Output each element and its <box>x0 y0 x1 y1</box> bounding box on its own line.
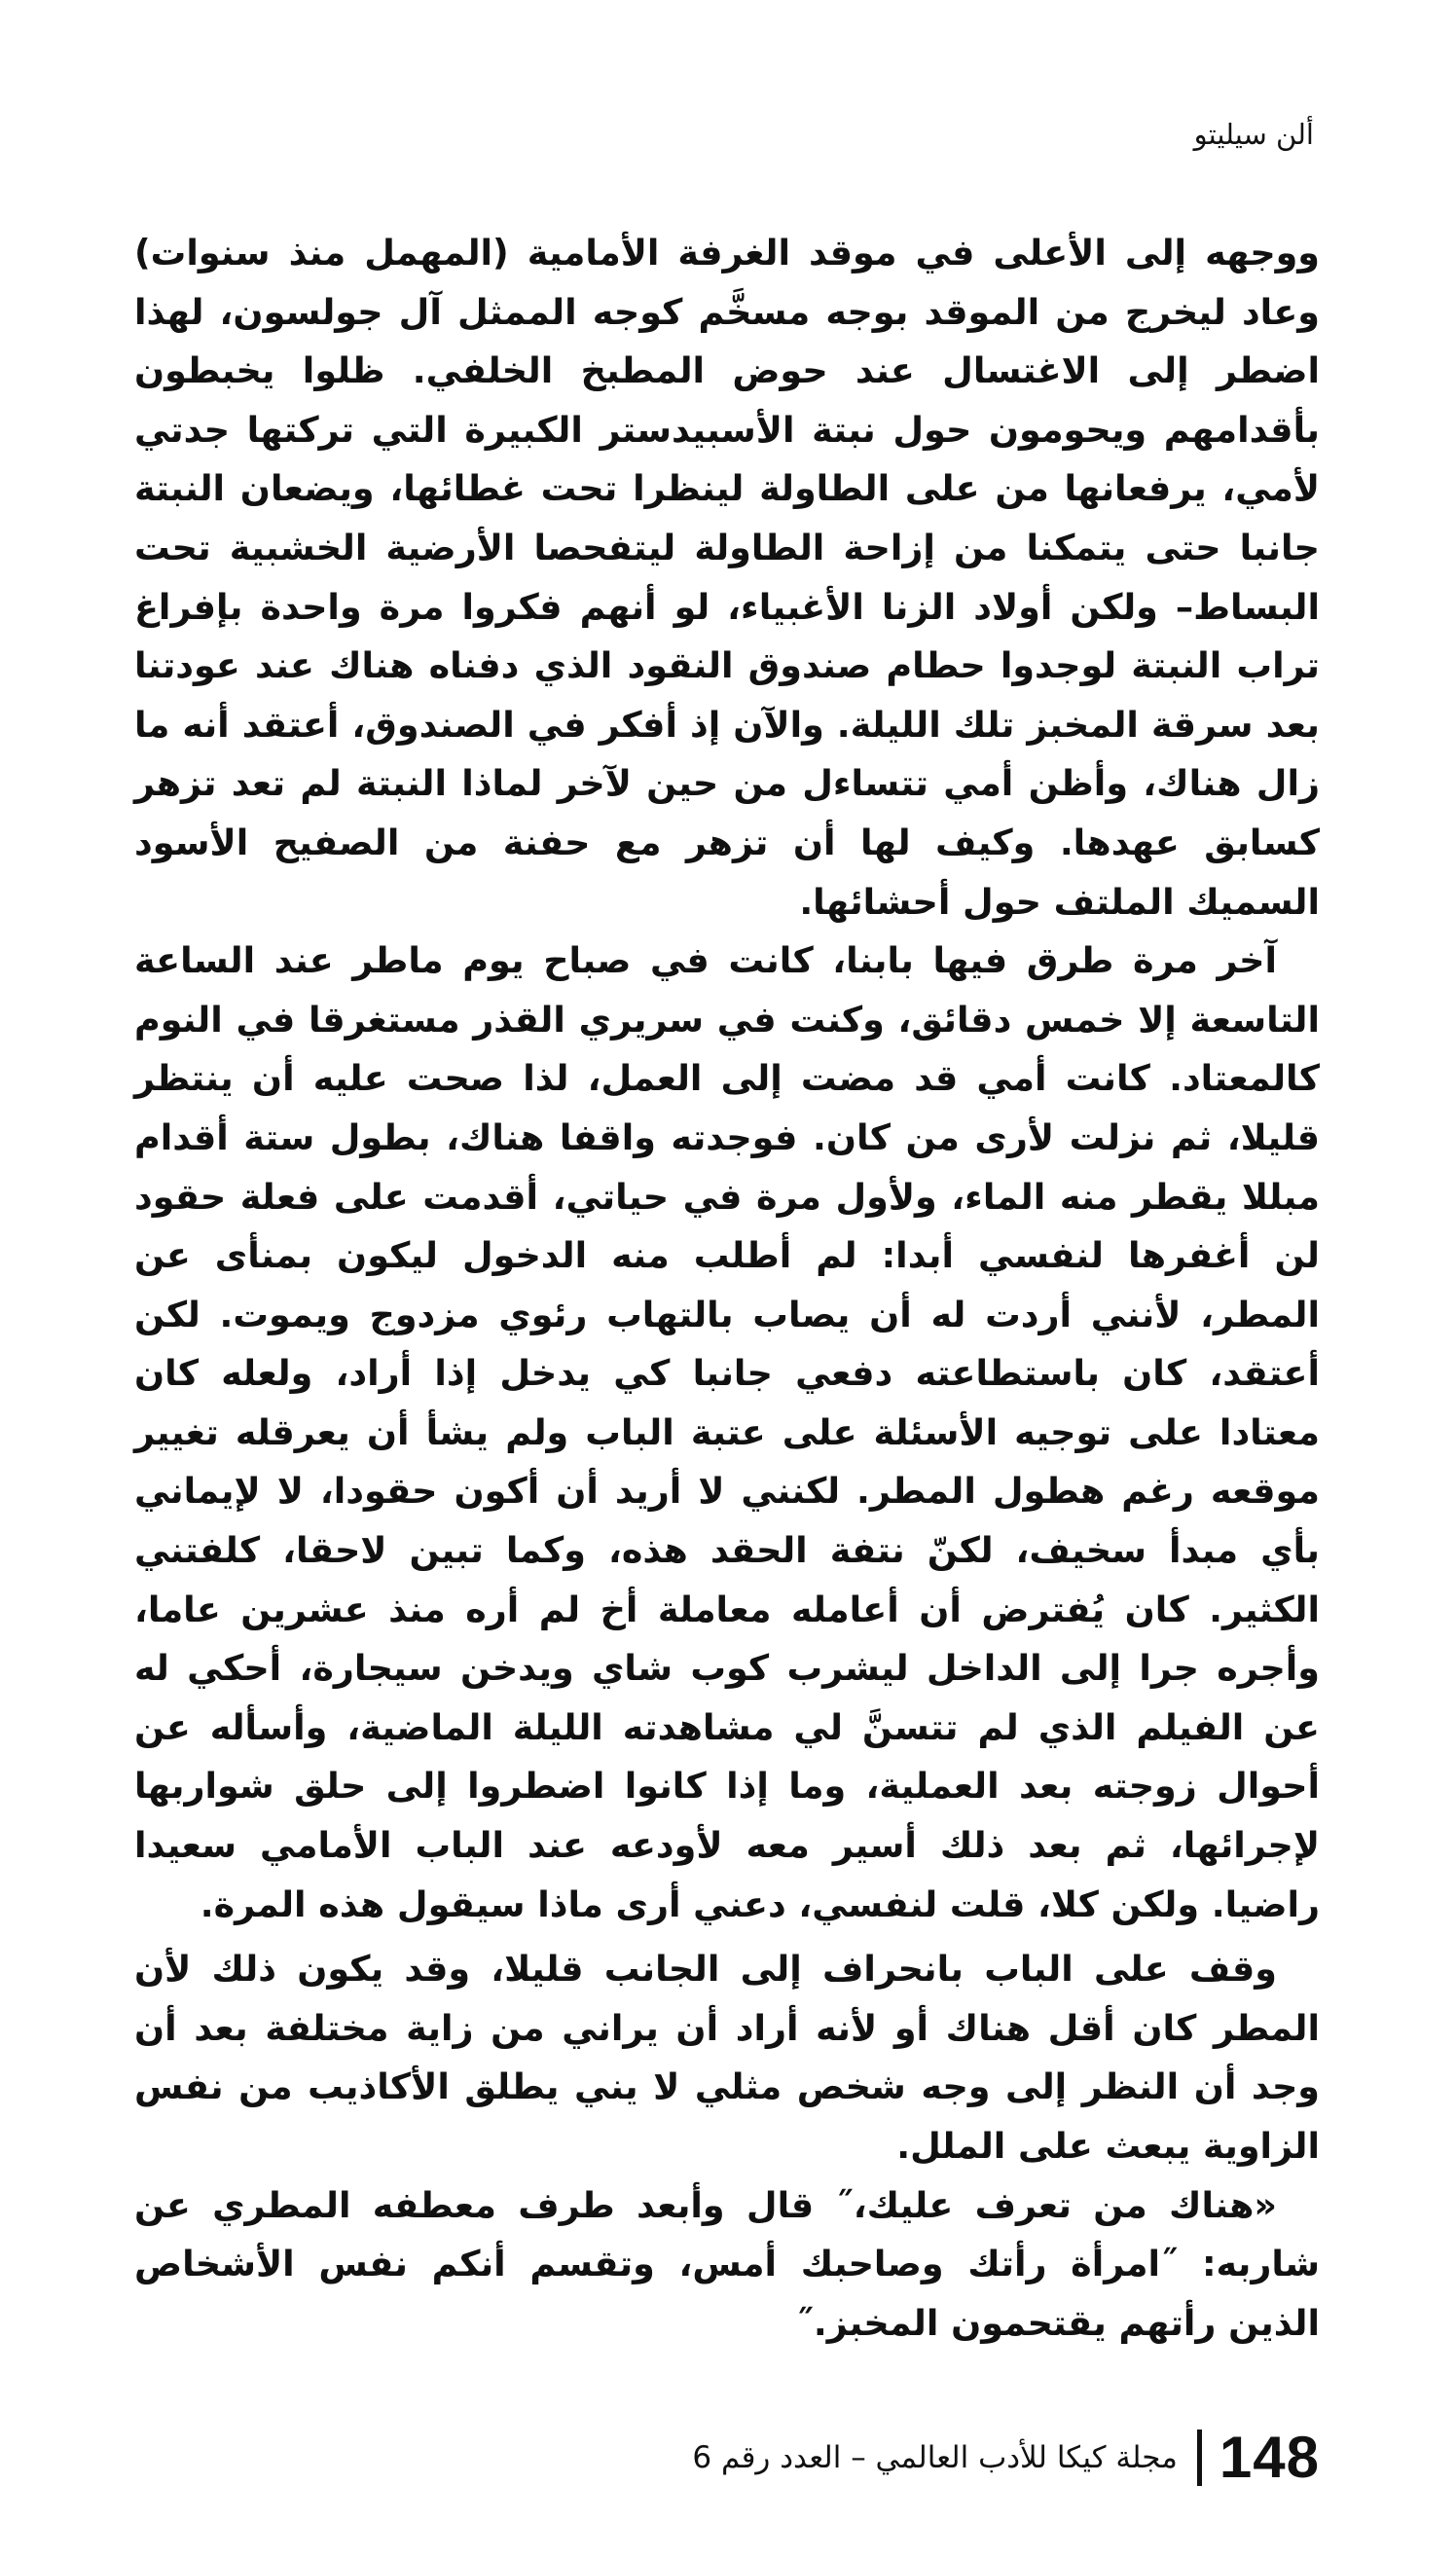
page-number: 148 <box>1219 2425 1320 2490</box>
paragraph-1: ووجهه إلى الأعلى في موقد الغرفة الأمامية (المهمل منذ سنوات) وعاد ليخرج من الموقد بوجه مسخَّم كوجه الممثل آل جولسون، لهذا اضطر إلى الاغتسال عند حوض المطبخ الخلفي. ظلوا يخبطون بأقدامهم ويحومون حول نبتة الأسبيدستر الكبيرة التي تركتها جدتي لأمي، يرفعانها من على الطاولة لينظرا تحت غطائها، ويضعان النبتة جانبا حتى يتمكنا من إزاحة الطاولة ليتفحصا الأرضية الخشبية تحت البساط– ولكن أولاد الزنا الأغبياء، لو أنهم فكروا مرة واحدة بإفراغ تراب النبتة لوجدوا حطام صندوق النقود الذي دفناه هناك عند عودتنا بعد سرقة المخبز تلك الليلة. والآن إذ أفكر في الصندوق، أعتقد أنه ما زال هناك، وأظن أمي تتساءل من حين لآخر لماذا النبتة لم تعد تزهر كسابق عهدها. وكيف لها أن تزهر مع حفنة من الصفيح الأسود السميك الملتف حول أحشائها. <box>134 232 1320 923</box>
page-footer <box>692 2414 1320 2502</box>
paragraph-4: «هناك من تعرف عليك،˝ قال وأبعد طرف معطفه المطري عن شاربه: ˝امرأة رأتك وصاحبك أمس، وتقسم أنكم نفس الأشخاص الذين رأتهم يقتحمون المخبز.˝ <box>134 2183 1320 2344</box>
footer-divider <box>1197 2430 1202 2486</box>
body-text <box>134 224 1320 2353</box>
paragraph-3: وقف على الباب بانحراف إلى الجانب قليلا، وقد يكون ذلك لأن المطر كان أقل هناك أو لأنه أراد أن يراني من زاية مختلفة بعد أن وجد أن النظر إلى وجه شخص مثلي لا يني يطلق الأكاذيب من نفس الزاوية يبعث على الملل. <box>134 1948 1320 2167</box>
journal-title: مجلة كيكا للأدب العالمي – العدد رقم 6 <box>692 2440 1178 2475</box>
paragraph-2: آخر مرة طرق فيها بابنا، كانت في صباح يوم ماطر عند الساعة التاسعة إلا خمس دقائق، وكنت في سريري القذر مستغرقا في النوم كالمعتاد. كانت أمي قد مضت إلى العمل، لذا صحت عليه أن ينتظر قليلا، ثم نزلت لأرى من كان. فوجدته واقفا هناك، بطول ستة أقدام مبللا يقطر منه الماء، ولأول مرة في حياتي، أقدمت على فعلة حقود لن أغفرها لنفسي أبدا: لم أطلب منه الدخول ليكون بمنأى عن المطر، لأنني أردت له أن يصاب بالتهاب رئوي مزدوج ويموت. لكن أعتقد، كان باستطاعته دفعي جانبا كي يدخل إذا أراد، ولعله كان معتادا على توجيه الأسئلة على عتبة الباب ولم يشأ أن يعرقله تغيير موقعه رغم هطول المطر. لكنني لا أريد أن أكون حقودا، لا لإيماني بأي مبدأ سخيف، لكنّ نتفة الحقد هذه، وكما تبين لاحقا، كلفتني الكثير. كان يُفترض أن أعامله معاملة أخ لم أره منذ عشرين عاما، وأجره جرا إلى الداخل ليشرب كوب شاي ويدخن سيجارة، أحكي له عن الفيلم الذي لم تتسنَّ لي مشاهدته الليلة الماضية، وأسأله عن أحوال زوجته بعد العملية، وما إذا كانوا اضطروا إلى حلق شواربها لإجرائها، ثم بعد ذلك أسير معه لأودعه عند الباب الأمامي سعيدا راضيا. ولكن كلا، قلت لنفسي، دعني أرى ماذا سيقول هذه المرة. <box>134 939 1320 1925</box>
running-header-author: ألن سيليتو <box>1193 118 1314 151</box>
